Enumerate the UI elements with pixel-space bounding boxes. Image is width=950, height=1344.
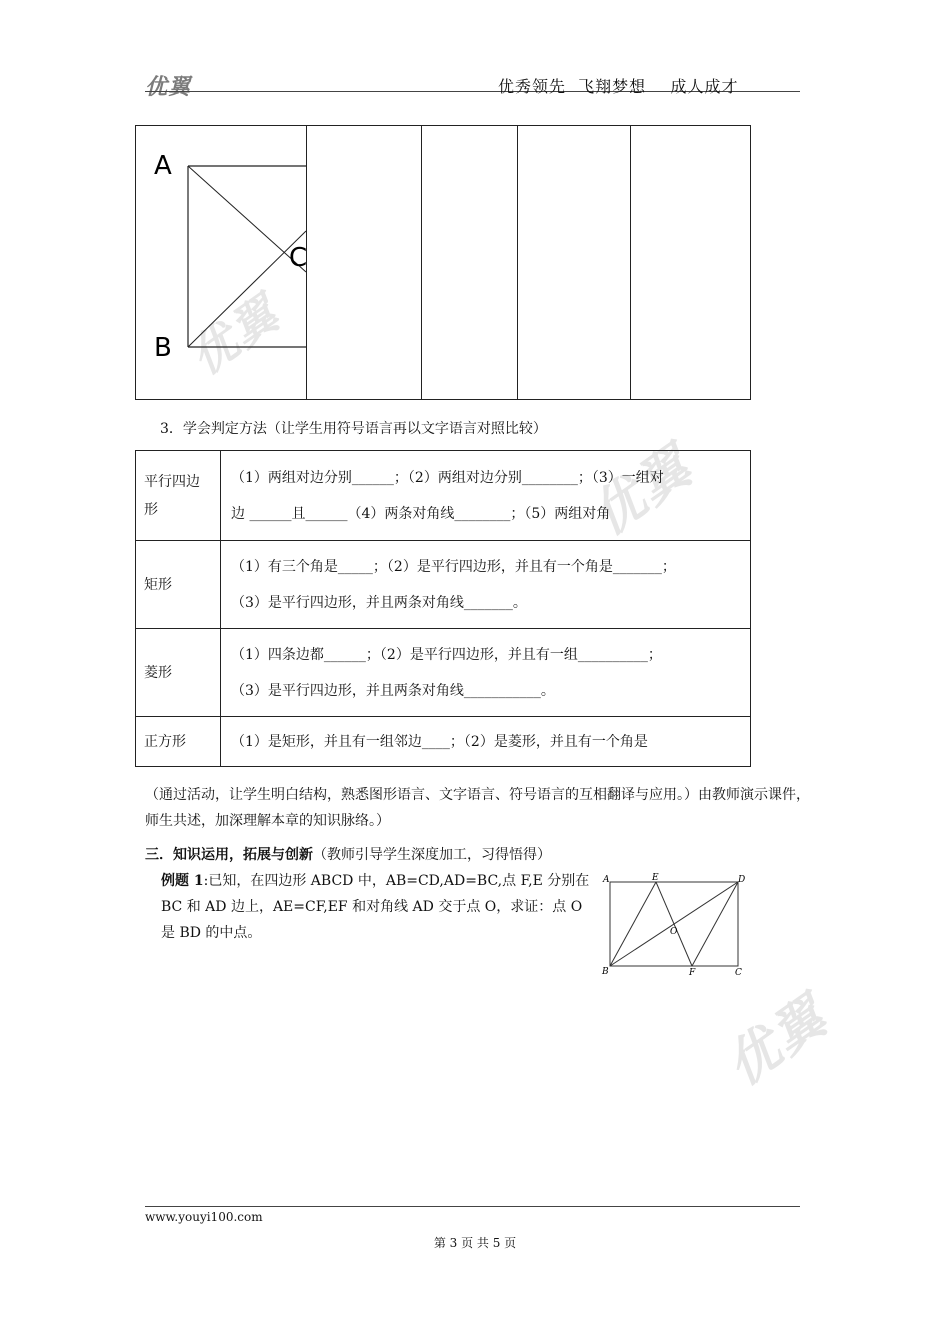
diagram-label-d: D bbox=[738, 875, 746, 885]
section-heading-note: （教师引导学生深度加工，习得悟得） bbox=[313, 847, 551, 863]
header-logo: 优翼 bbox=[145, 75, 192, 100]
watermark: 优翼 bbox=[580, 436, 704, 548]
table-divider bbox=[517, 126, 518, 399]
activity-note: （通过活动，让学生明白结构，熟悉图形语言、文字语言、符号语言的互相翻译与应用。）由教师演示课件，师生共述，加深理解本章的知识脉络。） bbox=[145, 787, 810, 829]
criteria-cell bbox=[221, 451, 751, 541]
table-row bbox=[136, 451, 751, 541]
diagram-label-o: O bbox=[670, 927, 678, 937]
watermark: 优翼 bbox=[715, 986, 839, 1098]
criteria-line: 边 ______且______（4）两条对角线________；（5）两组对角 bbox=[231, 505, 611, 522]
criteria-line: （3）是平行四边形，并且两条对角线_______。 bbox=[231, 594, 527, 611]
parallelogram-diagram bbox=[598, 872, 758, 980]
table-row bbox=[136, 629, 751, 717]
category-parallelogram: 平行四边形 bbox=[136, 451, 221, 541]
table-divider bbox=[630, 126, 631, 399]
section-heading bbox=[145, 842, 551, 868]
table-row bbox=[136, 717, 751, 767]
criteria-line: （1）两组对边分别______；（2）两组对边分别________；（3）一组对 bbox=[231, 469, 664, 486]
diagram-label-e: E bbox=[652, 873, 659, 883]
diagram-label-b: B bbox=[602, 967, 609, 977]
watermark: 优翼 bbox=[179, 285, 290, 386]
header-slogan: 优秀领先 飞翔梦想 成人成才 bbox=[498, 77, 739, 96]
example-problem bbox=[161, 868, 591, 946]
criteria-line: （3）是平行四边形，并且两条对角线___________。 bbox=[231, 682, 555, 699]
category-square: 正方形 bbox=[136, 717, 221, 767]
table-row bbox=[136, 541, 751, 629]
diagram-label-f: F bbox=[689, 968, 696, 978]
table-divider bbox=[421, 126, 422, 399]
criteria-cell bbox=[221, 629, 751, 717]
section-heading-title: 三．知识运用，拓展与创新 bbox=[145, 847, 313, 863]
example-text: :已知，在四边形 ABCD 中，AB=CD,AD=BC,点 F,E 分别在 BC 和 AD 边上，AE=CF,EF 和对角线 AD 交于点 O，求证：点 O 是 BD 的中点。 bbox=[161, 873, 590, 941]
footer-rule bbox=[145, 1206, 800, 1207]
footer-url[interactable]: www.youyi100.com bbox=[145, 1210, 263, 1224]
rectangle-figure bbox=[136, 126, 308, 399]
criteria-line: （1）有三个角是_____；（2）是平行四边形，并且有一个角是_______； bbox=[231, 558, 676, 575]
diagram-label-a: A bbox=[603, 875, 610, 885]
diagram-label-c: C bbox=[735, 968, 742, 978]
criteria-line: （1）四条边都______；（2）是平行四边形，并且有一组__________； bbox=[231, 646, 662, 663]
figure-table bbox=[135, 125, 751, 400]
criteria-line: （1）是矩形，并且有一组邻边____；（2）是菱形，并且有一个角是 bbox=[231, 733, 648, 750]
vertex-label-a: A bbox=[154, 151, 172, 181]
page-number: 第 3 页 共 5 页 bbox=[433, 1236, 517, 1250]
criteria-table bbox=[135, 450, 751, 767]
criteria-cell bbox=[221, 717, 751, 767]
vertex-label-c: C bbox=[289, 243, 308, 273]
criteria-cell bbox=[221, 541, 751, 629]
category-rhombus: 菱形 bbox=[136, 629, 221, 717]
category-rectangle: 矩形 bbox=[136, 541, 221, 629]
vertex-label-b: B bbox=[154, 333, 172, 363]
example-label: 例题 1 bbox=[161, 873, 204, 889]
section-title-methods: 3．学会判定方法（让学生用符号语言再以文字语言对照比较） bbox=[160, 421, 547, 437]
